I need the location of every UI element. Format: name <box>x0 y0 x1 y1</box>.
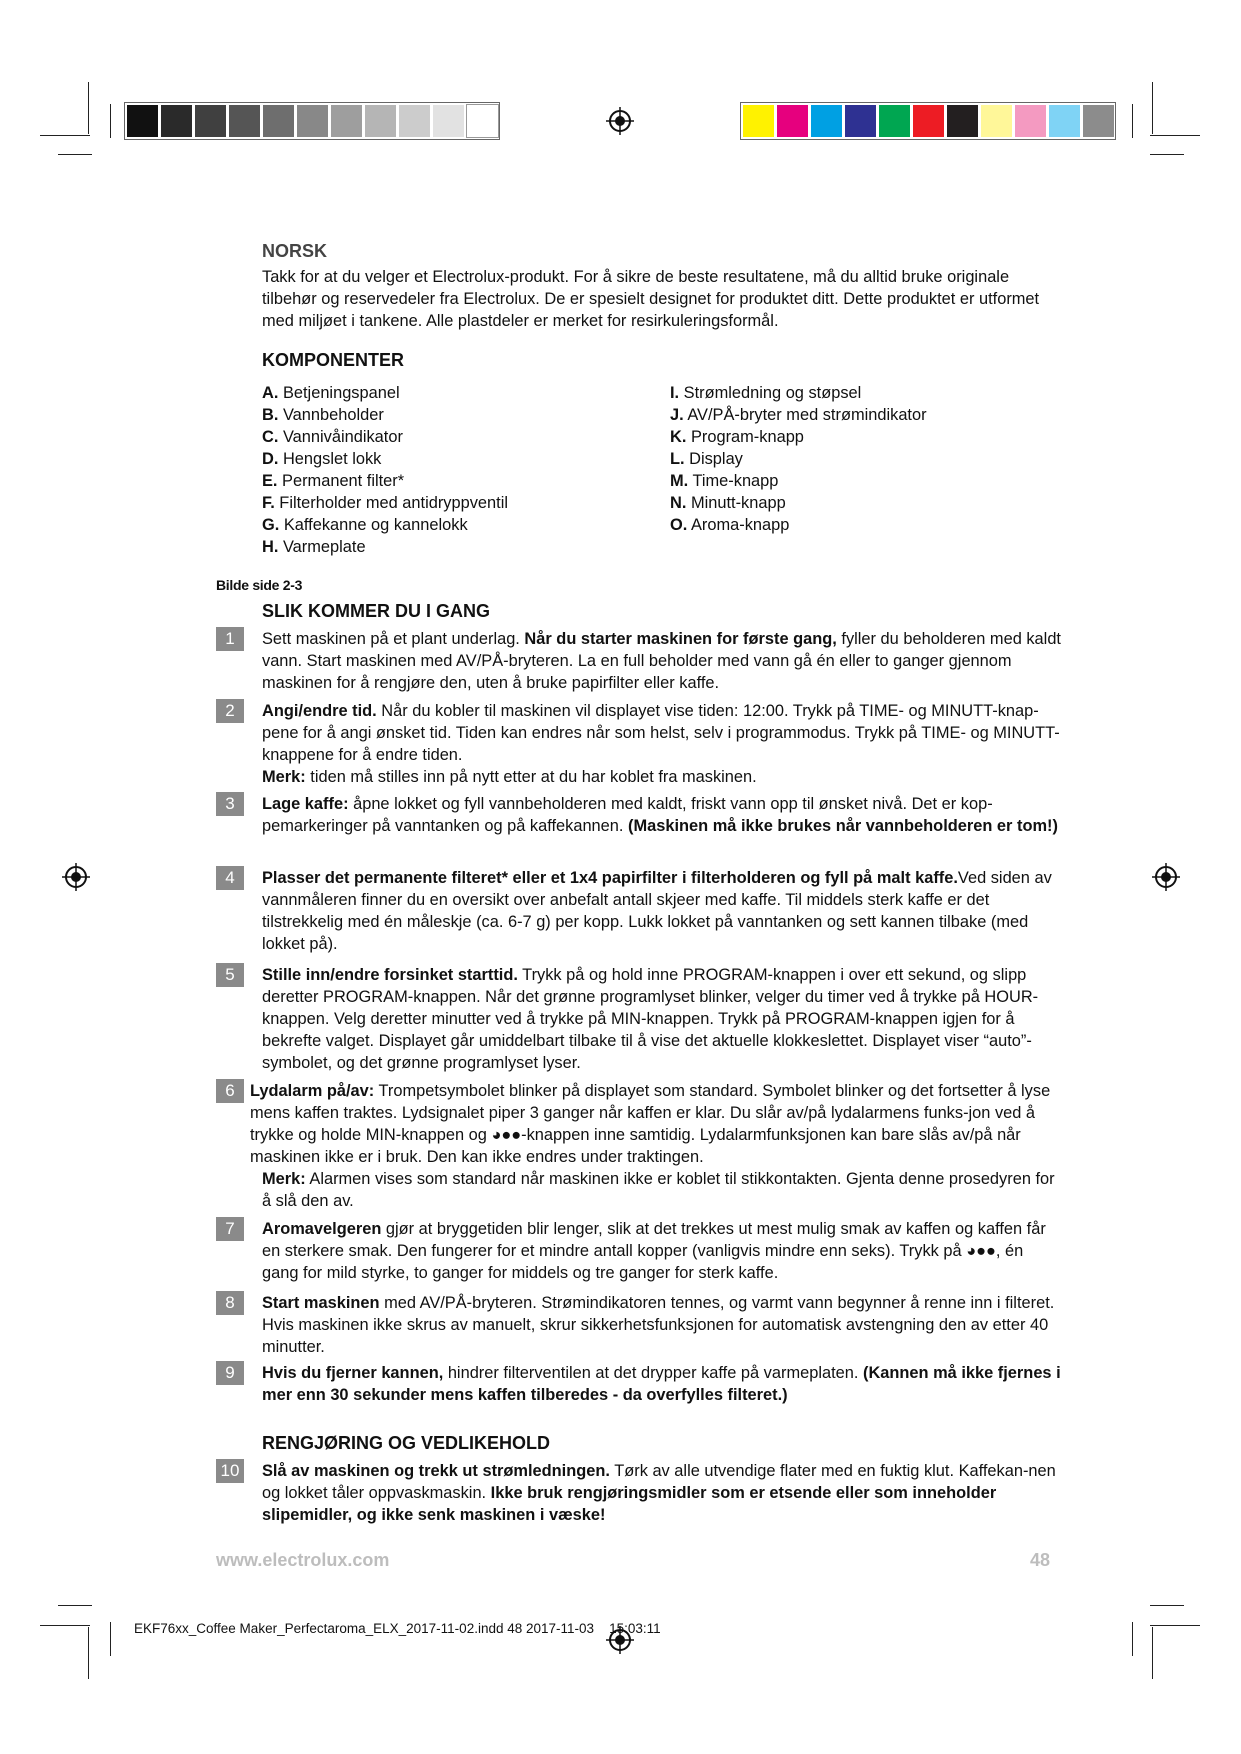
crop-mark <box>1152 1627 1153 1679</box>
component-item <box>262 470 508 492</box>
component-item <box>670 470 927 492</box>
crop-mark <box>1132 1622 1133 1656</box>
color-swatch <box>161 105 192 137</box>
step-text-bold: Angi/endre tid. <box>262 702 377 720</box>
crop-mark <box>58 154 92 155</box>
crop-mark <box>88 82 89 134</box>
step-text <box>262 867 1062 955</box>
component-letter: E. <box>262 472 278 490</box>
crop-mark <box>40 1625 90 1626</box>
component-letter: L. <box>670 450 685 468</box>
step-text <box>262 1218 1062 1284</box>
slug-time: 15:03:11 <box>609 1621 661 1636</box>
component-label: Minutt-knapp <box>686 494 786 512</box>
step-text-run: Tørk av alle utvendige flater med en fuktig klut. Kaffekan-nen og lokket tåler oppvaskmaskin. <box>262 1462 1056 1502</box>
getting-started-heading: SLIK KOMMER DU I GANG <box>262 601 490 621</box>
step-text <box>262 1460 1062 1526</box>
step-text <box>250 1080 1062 1212</box>
component-label: Display <box>684 450 743 468</box>
components-heading: KOMPONENTER <box>262 350 405 370</box>
step-number-badge: 3 <box>216 792 244 816</box>
step-text-bold: ◕●● <box>966 1242 996 1260</box>
color-swatch <box>845 105 876 137</box>
step-text-run: -knappen inne samtidig. Lydalarmfunksjonen kan bare slås av/på når maskinen ikke er i bruk. Den kan ikke endres under traktingen. <box>250 1126 1021 1166</box>
crop-mark <box>1152 82 1153 134</box>
component-label: Varmeplate <box>278 538 366 556</box>
component-item <box>262 536 508 558</box>
step-text-run: Trykk på og hold inne PROGRAM-knappen i over ett sekund, og slipp deretter PROGRAM-knappen. Når det grønne programlyset blinker, velger du timer ved å trykke på HOUR-knappen. Velg deretter minutter ved å trykke på MIN-knappen. Trykk på PROGRAM-knappen igjen for å bekrefte valget. Displayet går umiddelbart tilbake til å vise det aktuelle klokkeslettet. Displayet viser “auto”-symbolet, og det grønne programlyset lyser. <box>262 966 1039 1072</box>
print-slug <box>134 1621 661 1636</box>
step-text <box>262 964 1062 1074</box>
component-label: Time-knapp <box>688 472 779 490</box>
crop-mark <box>58 1605 92 1606</box>
process-color-bar <box>740 102 1116 140</box>
component-item <box>262 382 508 404</box>
step-text-bold: Når du starter maskinen for første gang, <box>524 630 837 648</box>
color-swatch <box>127 105 158 137</box>
component-letter: M. <box>670 472 689 490</box>
step-text-run: Når du kobler til maskinen vil displayet vise tiden: 12:00. Trykk på TIME- og MINUTT-knap-pene for å angi ønsket tid. Tiden kan endres når som helst, selv i programmodus. Trykk på TIME- og MINUTT-knappene for å endre tiden. <box>262 702 1060 764</box>
step-text <box>262 793 1062 837</box>
step-text-run: gjør at bryggetiden blir lenger, slik at det trekkes ut mest mulig smak av kaffen og kaffen får en sterkere smak. Den fungerer for et mindre antall kopper (vanligvis mindre enn seks). Trykk på <box>262 1220 1046 1260</box>
step-text-run: Ved siden av vannmåleren finner du en oversikt over anbefalt antall skjeer med kaffe. Til middels sterk kaffe er det tilstrekkelig med én måleskje (ca. 6-7 g) per kopp. Lukk lokket på vanntanken og sett kannen tilbake (med lokket på). <box>262 869 1052 953</box>
component-letter: O. <box>670 516 688 534</box>
grayscale-color-bar <box>124 102 500 140</box>
crop-mark <box>40 135 90 136</box>
component-letter: D. <box>262 450 279 468</box>
component-letter: I. <box>670 384 680 402</box>
component-letter: K. <box>670 428 687 446</box>
component-item <box>670 514 927 536</box>
step-text-bold: Hvis du fjerner kannen, <box>262 1364 444 1382</box>
color-swatch <box>1049 105 1080 137</box>
crop-mark <box>110 104 111 138</box>
color-swatch <box>913 105 944 137</box>
component-item <box>670 492 927 514</box>
note-text: Alarmen vises som standard når maskinen ikke er koblet til stikkontakten. Gjenta denne prosedyren for å slå den av. <box>262 1170 1055 1210</box>
slug-file: EKF76xx_Coffee Maker_Perfectaroma_ELX_2017-11-02.indd 48 <box>134 1621 523 1636</box>
step-text-run: Sett maskinen på et plant underlag. <box>262 630 525 648</box>
color-swatch <box>331 105 362 137</box>
figure-reference: Bilde side 2-3 <box>216 577 303 593</box>
footer-url: www.electrolux.com <box>216 1550 390 1570</box>
component-item <box>262 514 508 536</box>
component-letter: B. <box>262 406 279 424</box>
component-label: Permanent filter* <box>277 472 405 490</box>
step-text-run: åpne lokket og fyll vannbeholderen med kaldt, friskt vann opp til ønsket nivå. Det er kop-pemarkeringer på vanntanken og på kaffekannen. <box>262 795 993 835</box>
step-number-badge: 1 <box>216 627 244 651</box>
maintenance-heading: RENGJØRING OG VEDLIKEHOLD <box>262 1433 551 1453</box>
step-note <box>262 1168 1062 1212</box>
note-label: Merk: <box>262 768 306 786</box>
color-swatch <box>297 105 328 137</box>
component-label: Kaffekanne og kannelokk <box>279 516 468 534</box>
component-label: AV/PÅ-bryter med strømindikator <box>683 406 927 424</box>
color-swatch <box>467 105 498 137</box>
step-text-bold: Aromavelgeren <box>262 1220 382 1238</box>
step-text <box>262 700 1062 788</box>
step-text-run: med AV/PÅ-bryteren. Strømindikatoren tennes, og varmt vann begynner å renne inn i filteret. Hvis maskinen ikke skrus av manuelt, skrur sikkerhetsfunksjonen for automatisk avstengning den av etter 40 minutter. <box>262 1294 1055 1356</box>
color-swatch <box>1015 105 1046 137</box>
crop-mark <box>1150 135 1200 136</box>
step-text <box>262 1362 1062 1406</box>
color-swatch <box>777 105 808 137</box>
step-number-badge: 5 <box>216 963 244 987</box>
components-list-right <box>670 382 927 536</box>
color-swatch <box>743 105 774 137</box>
component-item <box>262 492 508 514</box>
crop-mark <box>1132 104 1133 138</box>
component-label: Aroma-knapp <box>687 516 790 534</box>
step-text-bold: (Kannen må ikke fjernes i mer enn 30 sekunder mens kaffen tilberedes - da overfylles filteret.) <box>262 1364 1061 1404</box>
step-number-badge: 6 <box>216 1079 244 1103</box>
color-swatch <box>811 105 842 137</box>
component-label: Filterholder med antidryppventil <box>274 494 508 512</box>
step-text-bold: Stille inn/endre forsinket starttid. <box>262 966 518 984</box>
registration-mark-icon <box>606 107 634 135</box>
page-number: 48 <box>1030 1550 1051 1570</box>
component-label: Vannivåindikator <box>278 428 403 446</box>
slug-date: 2017-11-03 <box>526 1621 595 1636</box>
component-item <box>670 404 927 426</box>
crop-mark <box>88 1627 89 1679</box>
component-label: Hengslet lokk <box>278 450 382 468</box>
color-swatch <box>263 105 294 137</box>
color-swatch <box>1083 105 1114 137</box>
color-swatch <box>399 105 430 137</box>
crop-mark <box>1150 1625 1200 1626</box>
component-item <box>262 448 508 470</box>
color-swatch <box>433 105 464 137</box>
step-number-badge: 2 <box>216 699 244 723</box>
note-text: tiden må stilles inn på nytt etter at du har koblet fra maskinen. <box>305 768 757 786</box>
component-item <box>670 382 927 404</box>
color-swatch <box>365 105 396 137</box>
step-text-bold: Lage kaffe: <box>262 795 349 813</box>
step-text <box>262 1292 1062 1358</box>
component-letter: C. <box>262 428 279 446</box>
step-text-bold: Start maskinen <box>262 1294 380 1312</box>
step-note <box>262 766 1062 788</box>
component-letter: A. <box>262 384 279 402</box>
component-label: Betjeningspanel <box>278 384 400 402</box>
component-label: Strømledning og støpsel <box>679 384 862 402</box>
intro-paragraph: Takk for at du velger et Electrolux-produkt. For å sikre de beste resultatene, må du alltid bruke originale tilbehør og reservedeler fra Electrolux. De er spesielt designet for produktet ditt. Dette produktet er utformet med miljøet i tankene. Alle plastdeler er merket for resirkuleringsformål. <box>262 268 1040 330</box>
component-label: Program-knapp <box>686 428 804 446</box>
color-swatch <box>229 105 260 137</box>
color-swatch <box>879 105 910 137</box>
step-text-run: hindrer filterventilen at det drypper kaffe på varmeplaten. <box>443 1364 863 1382</box>
step-text-bold: Lydalarm på/av: <box>250 1082 375 1100</box>
step-number-badge: 9 <box>216 1361 244 1385</box>
step-number-badge: 4 <box>216 866 244 890</box>
note-label: Merk: <box>262 1170 306 1188</box>
crop-mark <box>1150 154 1184 155</box>
registration-mark-icon <box>62 863 90 891</box>
step-text-bold: ◕●● <box>491 1126 522 1144</box>
registration-mark-icon <box>1152 863 1180 891</box>
component-label: Vannbeholder <box>278 406 384 424</box>
component-letter: J. <box>670 406 684 424</box>
component-item <box>670 448 927 470</box>
step-number-badge: 8 <box>216 1291 244 1315</box>
color-swatch <box>981 105 1012 137</box>
step-text-bold: Plasser det permanente filteret* eller et 1x4 papirfilter i filterholderen og fyll på malt kaffe. <box>262 869 958 887</box>
crop-mark <box>1150 1605 1184 1606</box>
component-item <box>262 426 508 448</box>
step-text-run: fyller du beholderen med kaldt vann. Start maskinen med AV/PÅ-bryteren. La en full beholder med vann gå én eller to ganger gjennom maskinen for å rengjøre den, uten å bruke papirfilter eller kaffe. <box>262 630 1061 692</box>
step-text-run: , én gang for mild styrke, to ganger for middels og tre ganger for sterk kaffe. <box>262 1242 1024 1282</box>
component-item <box>262 404 508 426</box>
step-number-badge: 10 <box>216 1459 244 1483</box>
color-swatch <box>195 105 226 137</box>
component-letter: N. <box>670 494 687 512</box>
component-item <box>670 426 927 448</box>
step-text-bold: (Maskinen må ikke brukes når vannbeholderen er tom!) <box>628 817 1058 835</box>
language-heading: NORSK <box>262 241 328 261</box>
components-list-left <box>262 382 508 558</box>
component-letter: H. <box>262 538 279 556</box>
step-number-badge: 7 <box>216 1217 244 1241</box>
step-text-run: Trompetsymbolet blinker på displayet som standard. Symbolet blinker og det fortsetter å lyse mens kaffen traktes. Lydsignalet piper 3 ganger når kaffen er klar. Du slår av/på lydalarmens funks-jon ved å trykke og holde MIN-knappen og <box>250 1082 1051 1144</box>
step-text-bold: Ikke bruk rengjøringsmidler som er etsende eller som inneholder slipemidler, og ikke senk maskinen i væske! <box>262 1484 997 1524</box>
color-swatch <box>947 105 978 137</box>
step-text <box>262 628 1062 694</box>
component-letter: G. <box>262 516 280 534</box>
crop-mark <box>110 1622 111 1656</box>
component-letter: F. <box>262 494 275 512</box>
step-text-bold: Slå av maskinen og trekk ut strømledningen. <box>262 1462 610 1480</box>
